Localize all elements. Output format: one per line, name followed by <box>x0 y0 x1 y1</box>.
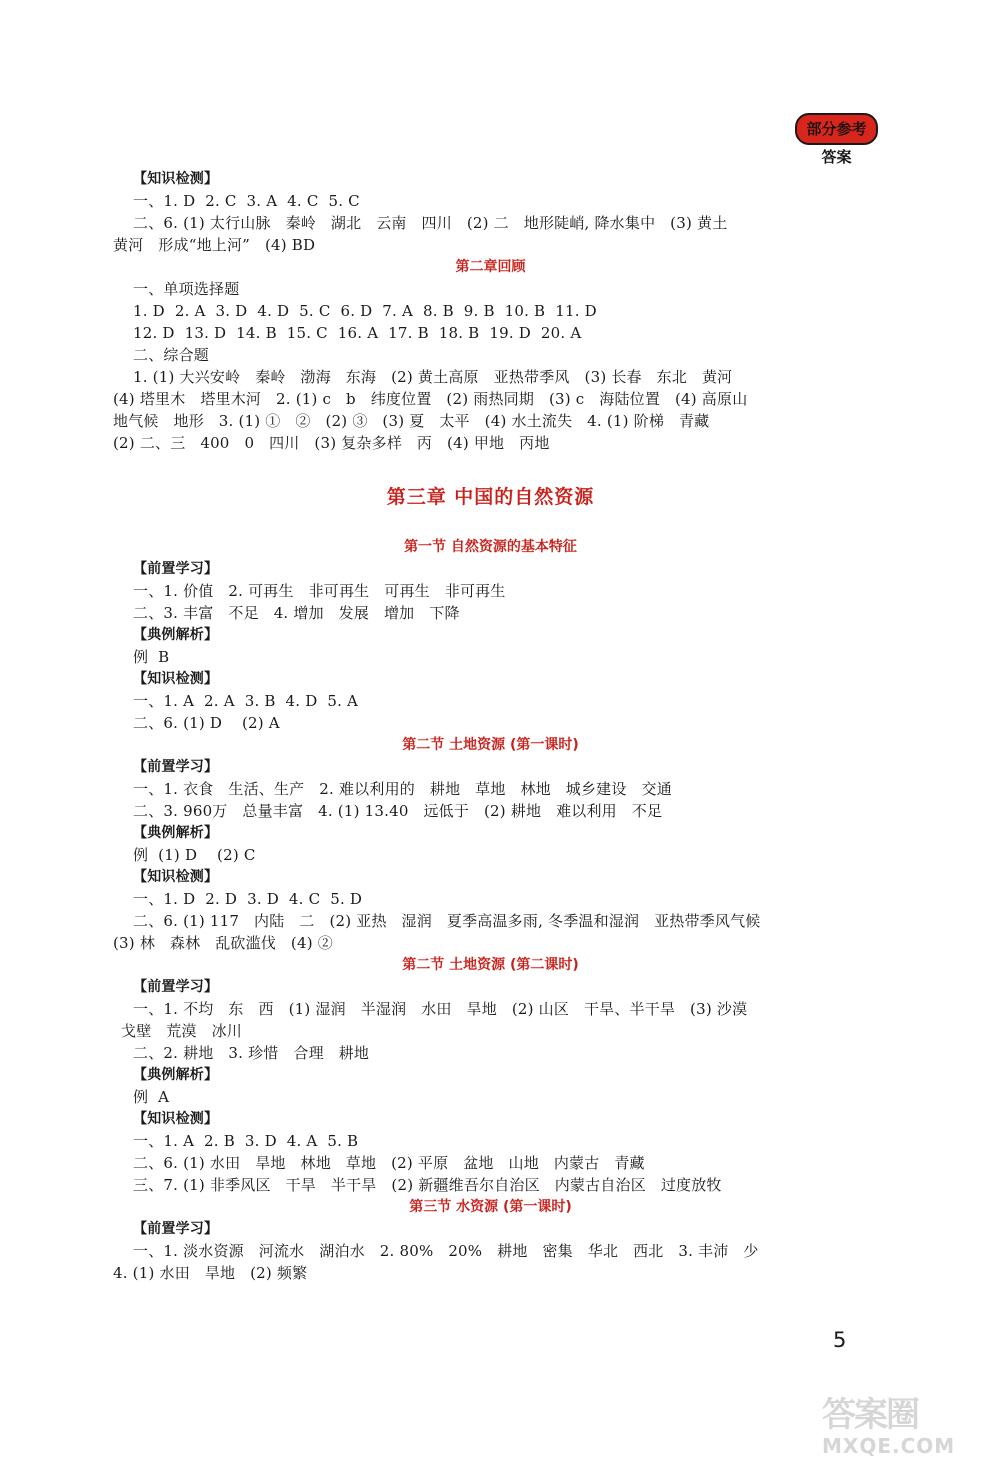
section-heading: 第二节 土地资源 (第一课时) <box>402 737 579 753</box>
answer-line: 二、3. 丰富 不足 4. 增加 发展 增加 下降 <box>133 604 460 622</box>
answer-line: 4. (1) 水田 旱地 (2) 频繁 <box>113 1264 308 1282</box>
answer-line: 一、1. D 2. D 3. D 4. C 5. D <box>133 890 363 908</box>
section-heading: 第二章回顾 <box>455 259 526 275</box>
section-heading: 第三节 水资源 (第一课时) <box>409 1199 572 1215</box>
answer-line: 二、6. (1) D (2) A <box>133 714 280 732</box>
chapter-title: 第三章 中国的自然资源 <box>386 486 595 508</box>
answer-line: 一、1. 不均 东 西 (1) 湿润 半湿润 水田 旱地 (2) 山区 干旱、半干旱 (3) 沙漠 <box>133 1000 748 1018</box>
answer-line: 黄河 形成“地上河” (4) BD <box>113 236 316 254</box>
answer-line: 三、7. (1) 非季风区 干旱 半干旱 (2) 新疆维吾尔自治区 内蒙古自治区 过度放牧 <box>133 1176 722 1194</box>
answer-line: (2) 二、三 400 0 四川 (3) 复杂多样 丙 (4) 甲地 丙地 <box>113 434 550 452</box>
section-label: 【前置学习】 <box>133 1221 219 1237</box>
answer-line: 一、1. 衣食 生活、生产 2. 难以利用的 耕地 草地 林地 城乡建设 交通 <box>133 780 672 798</box>
watermark-url: MXQE.COM <box>822 1434 956 1458</box>
watermark-text: 答案圈 <box>822 1395 918 1435</box>
answer-line: 二、6. (1) 117 内陆 二 (2) 亚热 湿润 夏季高温多雨, 冬季温和湿润 亚热带季风气候 <box>133 912 761 930</box>
answer-line: (3) 林 森林 乱砍滥伐 (4) ② <box>113 934 333 952</box>
answer-line: 一、1. A 2. B 3. D 4. A 5. B <box>133 1132 359 1150</box>
answer-line: 例 (1) D (2) C <box>133 846 256 864</box>
answer-line: 1. D 2. A 3. D 4. D 5. C 6. D 7. A 8. B 9. B 10. B 11. D <box>133 302 597 320</box>
section-label: 【典例解析】 <box>133 627 219 643</box>
section-label: 【前置学习】 <box>133 759 219 775</box>
section-label: 【典例解析】 <box>133 1067 219 1083</box>
answer-line: (4) 塔里木 塔里木河 2. (1) c b 纬度位置 (2) 雨热同期 (3) c 海陆位置 (4) 高原山 <box>113 390 748 408</box>
section-heading: 第一节 自然资源的基本特征 <box>404 539 577 555</box>
section-label: 【知识检测】 <box>133 671 219 687</box>
answer-line: 例 A <box>133 1088 170 1106</box>
answer-line: 一、1. A 2. A 3. B 4. D 5. A <box>133 692 359 710</box>
section-label: 【知识检测】 <box>133 171 219 187</box>
section-label: 【典例解析】 <box>133 825 219 841</box>
section-label: 【知识检测】 <box>133 1111 219 1127</box>
answer-line: 一、1. D 2. C 3. A 4. C 5. C <box>133 192 360 210</box>
answer-line: 1. (1) 大兴安岭 秦岭 渤海 东海 (2) 黄土高原 亚热带季风 (3) 长春 东北 黄河 <box>133 368 733 386</box>
answer-line: 一、1. 价值 2. 可再生 非可再生 可再生 非可再生 <box>133 582 506 600</box>
section-label: 【前置学习】 <box>133 561 219 577</box>
answer-line: 12. D 13. D 14. B 15. C 16. A 17. B 18. B 19. D 20. A <box>133 324 582 342</box>
answer-line: 一、1. 淡水资源 河流水 湖泊水 2. 80% 20% 耕地 密集 华北 西北 3. 丰沛 少 <box>133 1242 759 1260</box>
section-label: 【知识检测】 <box>133 869 219 885</box>
answer-line: 地气候 地形 3. (1) ① ② (2) ③ (3) 夏 太平 (4) 水土流失 4. (1) 阶梯 青藏 <box>113 412 710 430</box>
answer-line: 一、单项选择题 <box>133 280 240 298</box>
answer-line: 二、综合题 <box>133 346 210 364</box>
answer-line: 二、6. (1) 太行山脉 秦岭 湖北 云南 四川 (2) 二 地形陡峭, 降水集中 (3) 黄土 <box>133 214 728 232</box>
answer-line: 二、2. 耕地 3. 珍惜 合理 耕地 <box>133 1044 370 1062</box>
answer-text-body <box>113 168 868 1284</box>
section-heading: 第二节 土地资源 (第二课时) <box>402 957 579 973</box>
page-number: 5 <box>833 1328 847 1352</box>
answer-key-badge: 部分参考答案 <box>795 113 878 145</box>
answer-line: 戈壁 荒漠 冰川 <box>121 1022 243 1040</box>
section-label: 【前置学习】 <box>133 979 219 995</box>
answer-line: 例 B <box>133 648 170 666</box>
answer-line: 二、6. (1) 水田 旱地 林地 草地 (2) 平原 盆地 山地 内蒙古 青藏 <box>133 1154 645 1172</box>
watermark-logo <box>822 1395 987 1470</box>
answer-line: 二、3. 960万 总量丰富 4. (1) 13.40 远低于 (2) 耕地 难以利用 不足 <box>133 802 663 820</box>
